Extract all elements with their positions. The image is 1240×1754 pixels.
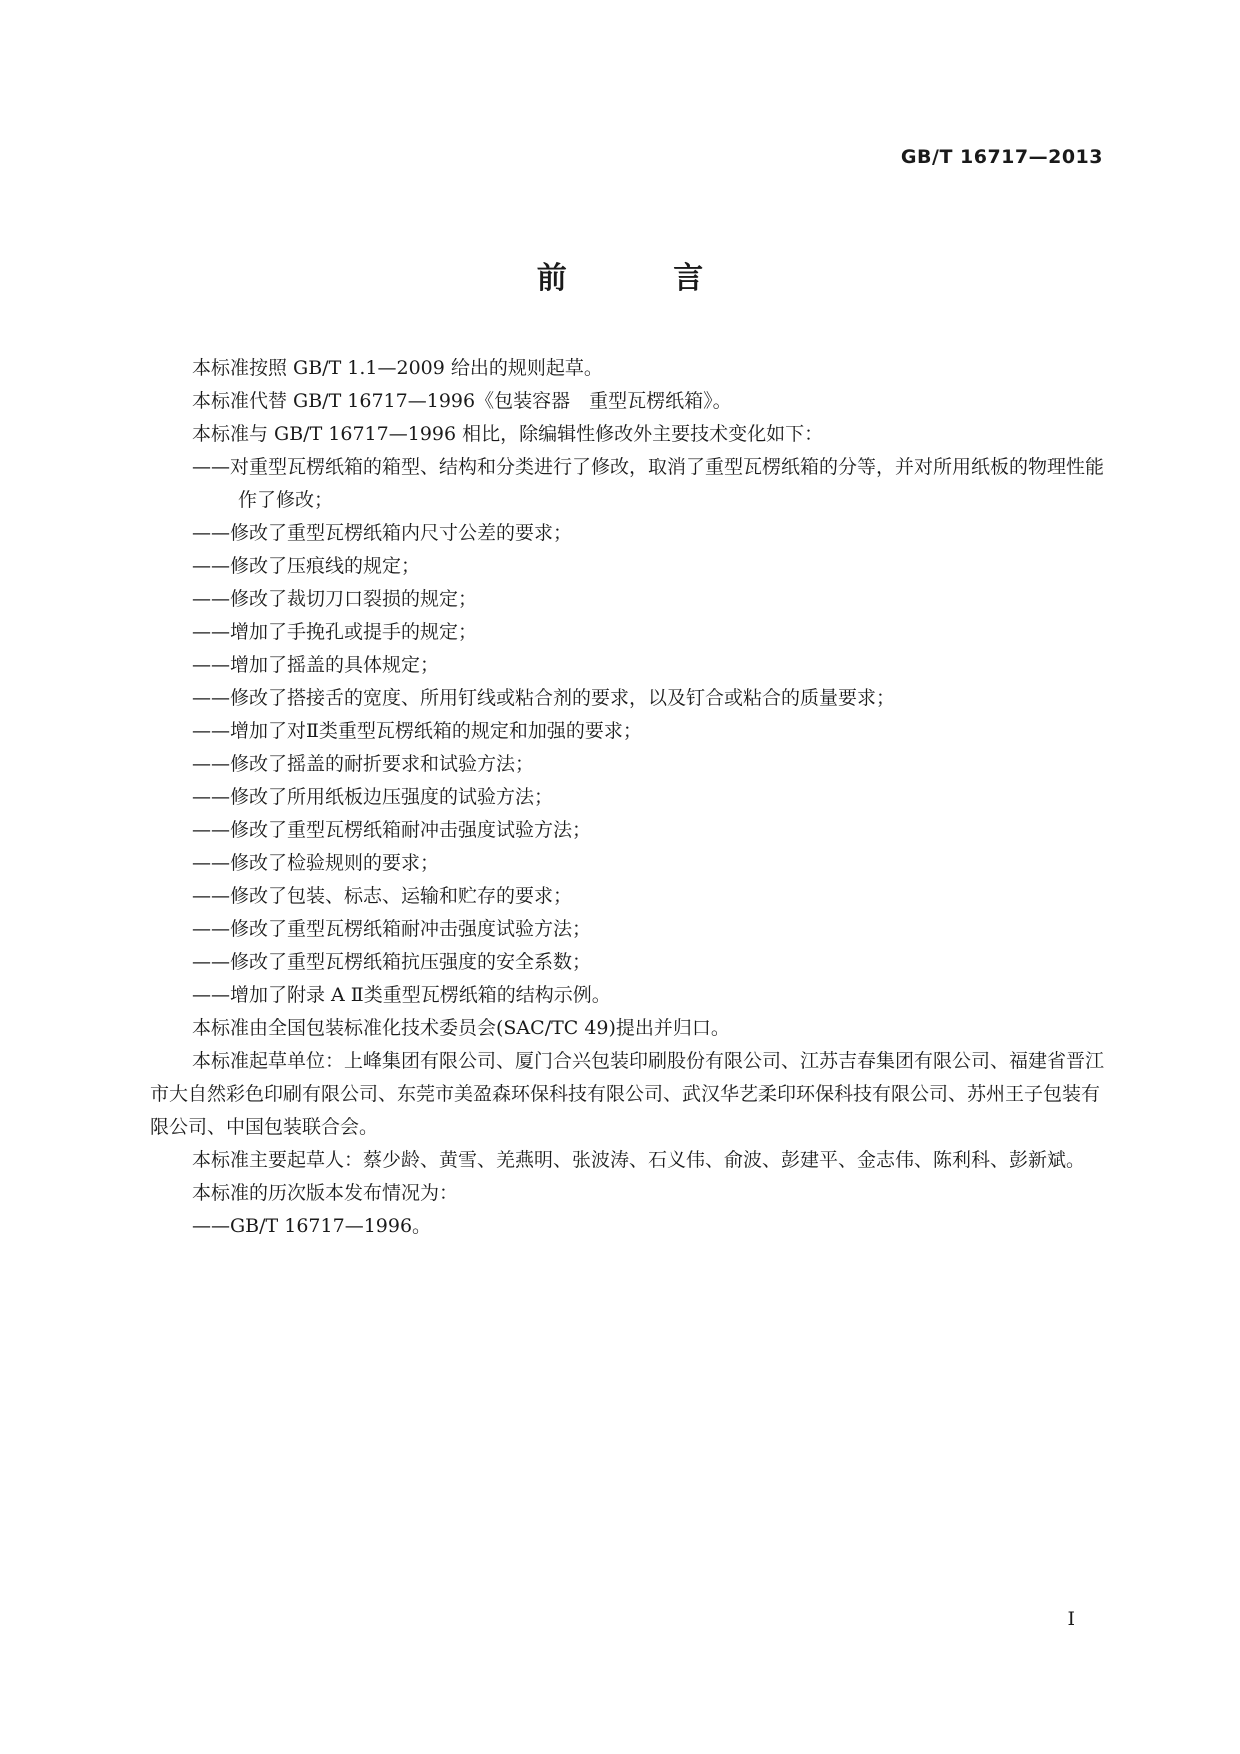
change-item: ——修改了搭接舌的宽度、所用钉线或粘合剂的要求，以及钉合或粘合的质量要求； [192,687,896,709]
paragraph-changes-intro: 本标准与 GB/T 16717—1996 相比，除编辑性修改外主要技术变化如下： [192,423,824,445]
change-item: ——修改了重型瓦楞纸箱耐冲击强度试验方法； [192,918,592,940]
change-item: ——修改了压痕线的规定； [192,555,421,577]
change-item: ——修改了裁切刀口裂损的规定； [192,588,478,610]
change-item: ——修改了所用纸板边压强度的试验方法； [192,786,554,808]
paragraph-drafting-units: 本标准起草单位：上峰集团有限公司、厦门合兴包装印刷股份有限公司、江苏吉春集团有限公司、福建省晋江市大自然彩色印刷有限公司、东莞市美盈森环保科技有限公司、武汉华艺柔印环保科技有限公司、苏州王子包装有限公司、中国包装联合会。 [150,1050,1105,1138]
change-item: ——增加了手挽孔或提手的规定； [192,621,478,643]
change-item: ——修改了重型瓦楞纸箱抗压强度的安全系数； [192,951,592,973]
standard-code: GB/T 16717—2013 [900,146,1103,168]
change-item: ——修改了重型瓦楞纸箱耐冲击强度试验方法； [192,819,592,841]
document-body [150,352,1110,1243]
change-item: ——修改了包装、标志、运输和贮存的要求； [192,885,573,907]
paragraph-history-intro: 本标准的历次版本发布情况为： [192,1182,459,1204]
paragraph-proposed-by: 本标准由全国包装标准化技术委员会(SAC/TC 49)提出并归口。 [192,1017,730,1039]
page-title: 前 言 [536,261,752,296]
change-item: ——对重型瓦楞纸箱的箱型、结构和分类进行了修改，取消了重型瓦楞纸箱的分等，并对所用纸板的物理性能作了修改； [192,456,1105,511]
paragraph-drafting-rules: 本标准按照 GB/T 1.1—2009 给出的规则起草。 [192,357,603,379]
change-item: ——增加了对Ⅱ类重型瓦楞纸箱的规定和加强的要求； [192,720,642,742]
paragraph-replaces: 本标准代替 GB/T 16717—1996《包装容器 重型瓦楞纸箱》。 [192,390,732,412]
change-item: ——增加了附录 A Ⅱ类重型瓦楞纸箱的结构示例。 [192,984,611,1006]
change-item: ——修改了重型瓦楞纸箱内尺寸公差的要求； [192,522,573,544]
change-item: ——修改了摇盖的耐折要求和试验方法； [192,753,535,775]
history-item: ——GB/T 16717—1996。 [192,1215,432,1237]
paragraph-drafters: 本标准主要起草人：蔡少龄、黄雪、羌燕明、张波涛、石义伟、俞波、彭建平、金志伟、陈利科、彭新斌。 [192,1149,1086,1171]
change-item: ——增加了摇盖的具体规定； [192,654,440,676]
page-number: I [1067,1608,1075,1630]
change-item: ——修改了检验规则的要求； [192,852,440,874]
